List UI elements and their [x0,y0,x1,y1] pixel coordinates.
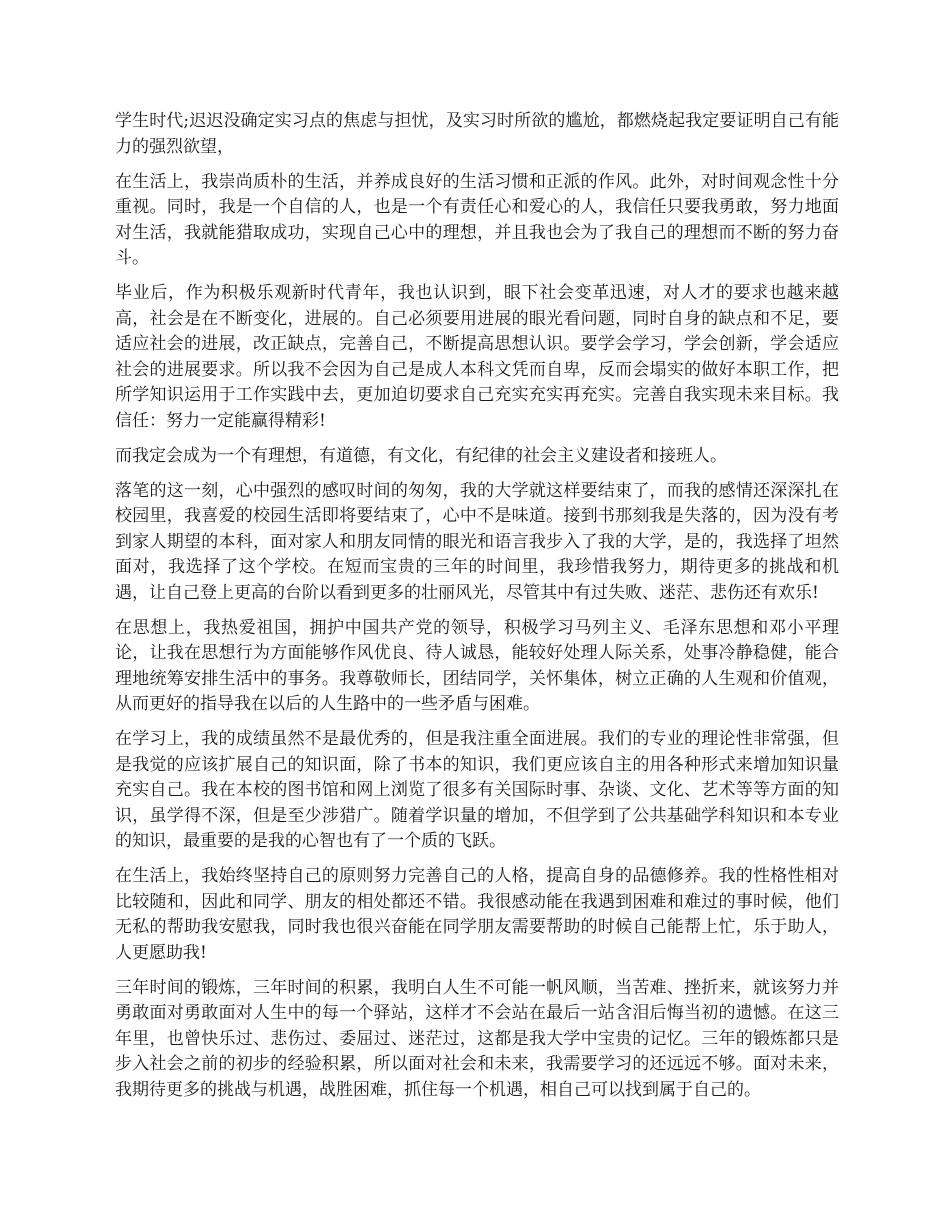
document-body [115,109,839,1113]
paragraph-1: 学生时代;迟迟没确定实习点的焦虑与担忧，及实习时所欲的尴尬，都燃烧起我定要证明自己有能力的强烈欲望， [115,111,839,157]
paragraph-4: 而我定会成为一个有理想，有道德，有文化，有纪律的社会主义建设者和接班人。 [115,445,727,466]
paragraph-3: 毕业后，作为积极乐观新时代青年，我也认识到，眼下社会变革迅速，对人才的要求也越来越高，社会是在不断变化，进展的。自己必须要用进展的眼光看问题，同时自身的缺点和不足，要适应社会的进展，改正缺点，完善自己，不断提高思想认识。要学会学习，学会创新，学会适应社会的进展要求。所以我不会因为自己是成人本科文凭而自卑，反而会塌实的做好本职工作，把所学知识运用于工作实践中去，更加迫切要求自己充实充实再充实。完善自我实现未来目标。我信任：努力一定能赢得精彩! [115,283,839,431]
paragraph-8: 在生活上，我始终坚持自己的原则努力完善自己的人格，提高自身的品德修养。我的性格性相对比较随和，因此和同学、朋友的相处都还不错。我很感动能在我遇到困难和难过的事时候，他们无私的帮助我安慰我，同时我也很兴奋能在同学朋友需要帮助的时候自己能帮上忙，乐于助人，人更愿助我! [115,866,839,963]
paragraph-7: 在学习上，我的成绩虽然不是最优秀的，但是我注重全面进展。我们的专业的理论性非常强，但是我觉的应该扩展自己的知识面，除了书本的知识，我们更应该自主的用各种形式来增加知识量充实自己。我在本校的图书馆和网上浏览了很多有关国际时事、杂谈、文化、艺术等等方面的知识，虽学得不深，但是至少涉猎广。随着学识量的增加，不但学到了公共基础学科知识和本专业的知识，最重要的是我的心智也有了一个质的飞跃。 [115,729,839,851]
paragraph-6: 在思想上，我热爱祖国，拥护中国共产党的领导，积极学习马列主义、毛泽东思想和邓小平理论，让我在思想行为方面能够作风优良、待人诚恳，能较好处理人际关系，处事冷静稳健，能合理地统筹安排生活中的事务。我尊敬师长，团结同学，关怀集体，树立正确的人生观和价值观，从而更好的指导我在以后的人生路中的一些矛盾与困难。 [115,617,839,714]
paragraph-9: 三年时间的锻炼，三年时间的积累，我明白人生不可能一帆风顺，当苦难、挫折来，就该努力并勇敢面对勇敢面对人生中的每一个驿站，这样才不会站在最后一站含泪后悔当初的遗憾。在这三年里，也曾快乐过、悲伤过、委屈过、迷茫过，这都是我大学中宝贵的记忆。三年的锻炼都只是步入社会之前的初步的经验积累，所以面对社会和未来，我需要学习的还远远不够。面对未来，我期待更多的挑战与机遇，战胜困难，抓住每一个机遇，相自己可以找到属于自己的。 [115,977,839,1100]
paragraph-2: 在生活上，我崇尚质朴的生活，并养成良好的生活习惯和正派的作风。此外，对时间观念性十分重视。同时，我是一个自信的人，也是一个有责任心和爱心的人，我信任只要我勇敢，努力地面对生活，我就能猎取成功，实现自己心中的理想，并且我也会为了我自己的理想而不断的努力奋斗。 [115,171,839,268]
paragraph-5: 落笔的这一刻，心中强烈的感叹时间的匆匆，我的大学就这样要结束了，而我的感情还深深扎在校园里，我喜爱的校园生活即将要结束了，心中不是味道。接到书那刻我是失落的，因为没有考到家人期望的本科，面对家人和朋友同情的眼光和语言我步入了我的大学，是的，我选择了坦然面对，我选择了这个学校。在短而宝贵的三年的时间里，我珍惜我努力，期待更多的挑战和机遇，让自己登上更高的台阶以看到更多的壮丽风光，尽管其中有过失败、迷茫、悲伤还有欢乐! [115,480,839,603]
